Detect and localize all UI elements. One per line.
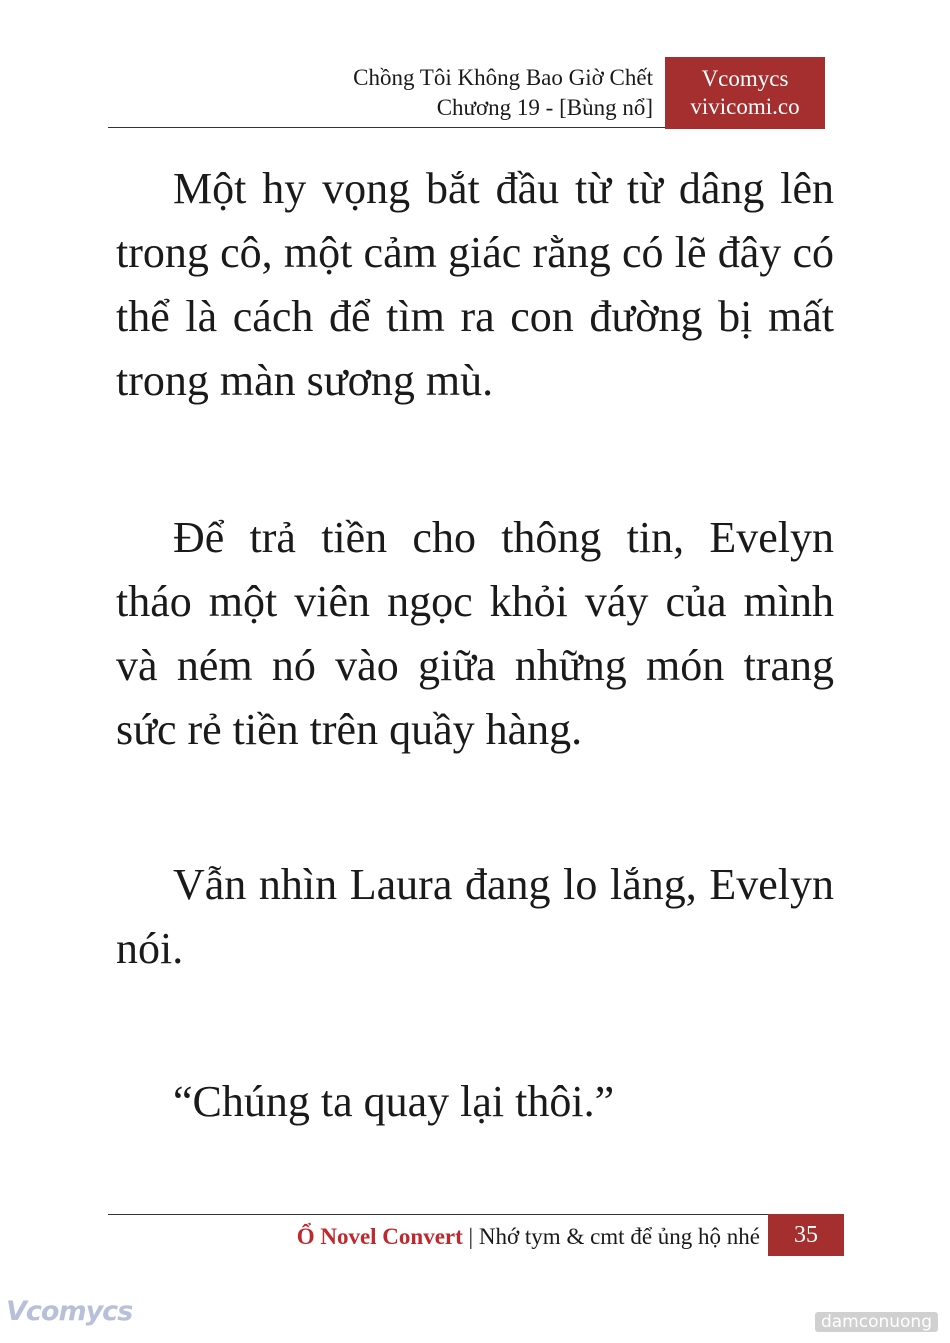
book-title: Chồng Tôi Không Bao Giờ Chết — [353, 65, 653, 90]
footer-brand: Ổ Novel Convert — [296, 1224, 463, 1249]
paragraph: Vẫn nhìn Laura đang lo lắng, Evelyn nói. — [116, 860, 834, 973]
paragraph: “Chúng ta quay lại thôi.” — [173, 1077, 615, 1126]
page-footer — [297, 1222, 760, 1252]
paragraph: Để trả tiền cho thông tin, Evelyn tháo một viên ngọc khỏi váy của mình và ném nó vào giữa những món trang sức rẻ tiền trên quầy hàng. — [116, 513, 834, 754]
brand-badge — [665, 57, 825, 129]
brand-site: vivicomi.co — [690, 94, 800, 119]
header-divider — [108, 127, 665, 128]
footer-message: Nhớ tym & cmt để ủng hộ nhé — [478, 1224, 760, 1249]
page-number: 35 — [768, 1214, 844, 1256]
paragraph: Một hy vọng bắt đầu từ từ dâng lên trong cô, một cảm giác rằng có lẽ đây có thể là cách để tìm ra con đường bị mất trong màn sương mù. — [116, 164, 834, 405]
page-header — [108, 57, 825, 129]
footer-separator: | — [462, 1224, 479, 1249]
chapter-title: Chương 19 - [Bùng nổ] — [436, 95, 653, 120]
header-titles — [353, 63, 653, 123]
footer-divider — [108, 1214, 844, 1215]
watermark-tag: damconuong — [815, 1312, 938, 1332]
brand-name: Vcomycs — [701, 66, 789, 91]
watermark-logo: Vcomycs — [6, 1296, 133, 1327]
